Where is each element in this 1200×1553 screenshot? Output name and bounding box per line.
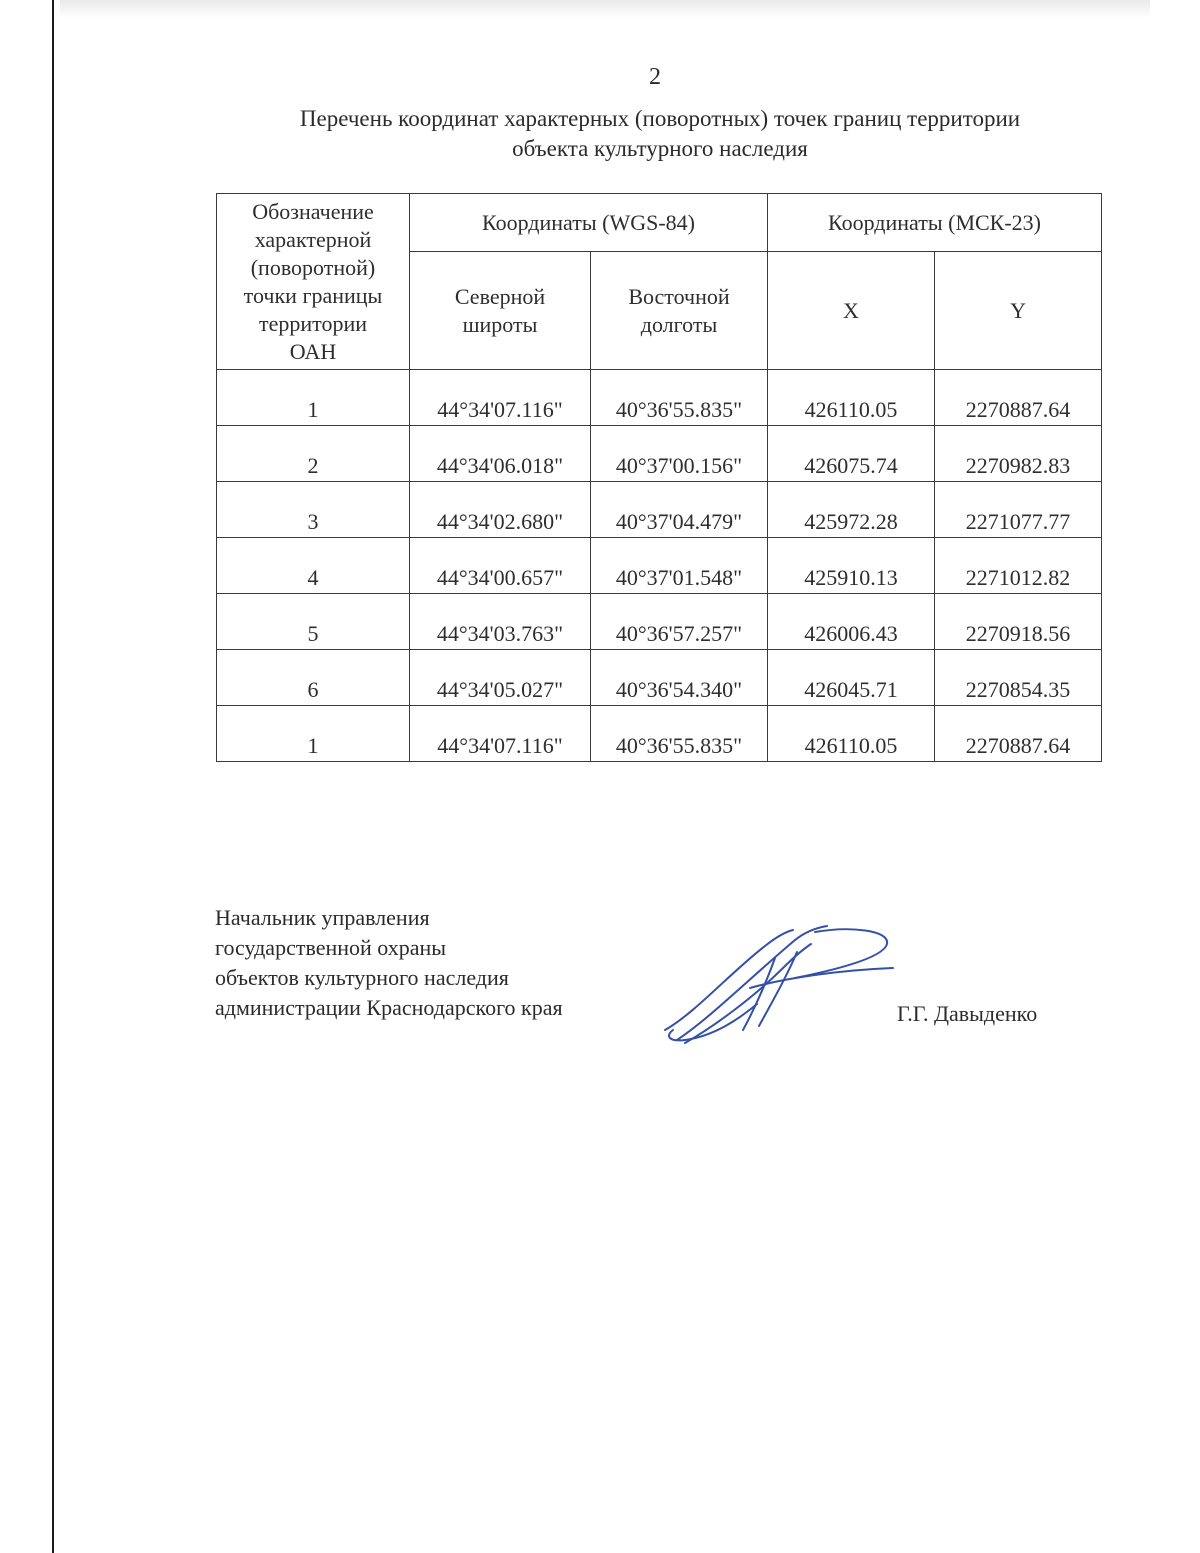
table-row	[217, 706, 1102, 762]
cell-north: 44°34'02.680"	[410, 482, 591, 538]
signatory-position	[215, 903, 563, 1023]
cell-north: 44°34'03.763"	[410, 594, 591, 650]
header-msk23: Координаты (МСК-23)	[768, 194, 1102, 252]
cell-point: 1	[217, 370, 410, 426]
header-north-latitude: Северной широты	[410, 252, 591, 370]
table-row	[217, 370, 1102, 426]
cell-east: 40°37'01.548"	[591, 538, 768, 594]
header-row-1	[217, 194, 1102, 252]
handwritten-signature	[655, 918, 895, 1048]
header-point-designation: Обозначение характерной (поворотной) точки границы территории ОАН	[217, 194, 410, 370]
cell-east: 40°36'55.835"	[591, 370, 768, 426]
cell-east: 40°37'00.156"	[591, 426, 768, 482]
document-title	[215, 104, 1105, 164]
table-row	[217, 426, 1102, 482]
cell-point: 6	[217, 650, 410, 706]
cell-point: 4	[217, 538, 410, 594]
cell-point: 5	[217, 594, 410, 650]
table-row	[217, 482, 1102, 538]
page-number: 2	[649, 64, 661, 90]
cell-x: 425910.13	[768, 538, 935, 594]
coordinates-table	[216, 193, 1102, 762]
cell-y: 2270887.64	[935, 370, 1102, 426]
cell-point: 1	[217, 706, 410, 762]
cell-x: 426110.05	[768, 706, 935, 762]
cell-y: 2270918.56	[935, 594, 1102, 650]
cell-x: 426006.43	[768, 594, 935, 650]
signatory-position-line: администрации Краснодарского края	[215, 995, 563, 1020]
cell-east: 40°37'04.479"	[591, 482, 768, 538]
cell-y: 2270982.83	[935, 426, 1102, 482]
signatory-position-line: государственной охраны	[215, 935, 447, 960]
cell-north: 44°34'00.657"	[410, 538, 591, 594]
cell-east: 40°36'57.257"	[591, 594, 768, 650]
table-row	[217, 594, 1102, 650]
cell-east: 40°36'55.835"	[591, 706, 768, 762]
table-row	[217, 538, 1102, 594]
header-x: X	[768, 252, 935, 370]
signatory-position-line: объектов культурного наследия	[215, 965, 509, 990]
cell-y: 2270854.35	[935, 650, 1102, 706]
scan-top-shadow	[60, 0, 1150, 18]
signatory-position-line: Начальник управления	[215, 905, 430, 930]
cell-y: 2271077.77	[935, 482, 1102, 538]
scan-page-edge	[52, 0, 54, 1553]
cell-x: 426110.05	[768, 370, 935, 426]
signatory-name: Г.Г. Давыденко	[897, 1001, 1038, 1026]
header-y: Y	[935, 252, 1102, 370]
document-title-line-2: объекта культурного наследия	[512, 136, 808, 161]
cell-x: 426045.71	[768, 650, 935, 706]
header-east-longitude: Восточной долготы	[591, 252, 768, 370]
cell-point: 3	[217, 482, 410, 538]
cell-x: 425972.28	[768, 482, 935, 538]
cell-y: 2271012.82	[935, 538, 1102, 594]
cell-north: 44°34'05.027"	[410, 650, 591, 706]
table-row	[217, 650, 1102, 706]
cell-point: 2	[217, 426, 410, 482]
cell-north: 44°34'06.018"	[410, 426, 591, 482]
cell-x: 426075.74	[768, 426, 935, 482]
cell-y: 2270887.64	[935, 706, 1102, 762]
cell-north: 44°34'07.116"	[410, 706, 591, 762]
header-wgs84: Координаты (WGS-84)	[410, 194, 768, 252]
document-title-line-1: Перечень координат характерных (поворотных) точек границ территории	[299, 106, 1021, 131]
cell-east: 40°36'54.340"	[591, 650, 768, 706]
cell-north: 44°34'07.116"	[410, 370, 591, 426]
